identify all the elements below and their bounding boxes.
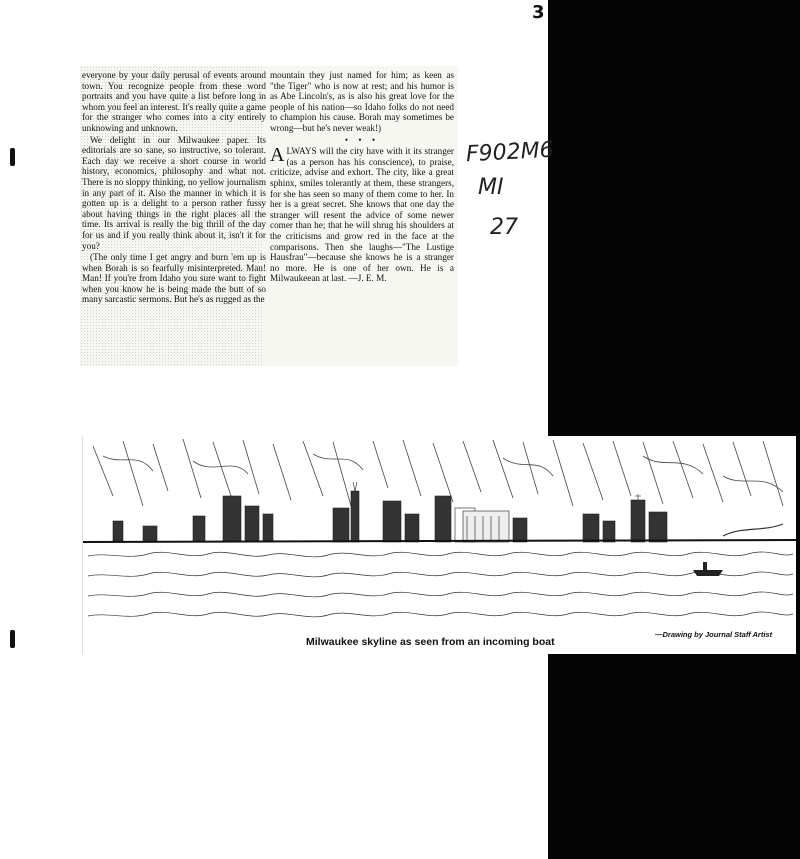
binder-hole-bottom — [10, 630, 15, 648]
page-number: 3 — [532, 2, 545, 23]
binder-hole-top — [10, 148, 15, 166]
handwritten-annotation-number: 27 — [490, 215, 518, 240]
handwritten-annotation-code: F902M6 — [465, 137, 555, 168]
illustration-caption: Milwaukee skyline as seen from an incoming boat — [306, 636, 555, 648]
paragraph-5-text: LWAYS will the city have with it its stranger (as a person has his conscience), to praise, criticize, advise and exhort. The city, like a great sphinx, smiles tolerantly at them, these strangers, for she has seen so many of them come to her. In her is a great secret. She knows that one day the stranger will resent the advice of some newer comer than he; that he will shrug his shoulders at the criticisms and grow red in the face at the comparisons. Then she laughs—"The Lustige Hausfrau"—because she knows he is a stranger no more. He is one of her own. He is a Milwaukeean at last. —J. E. M. — [270, 146, 454, 284]
skyline-drawing — [82, 436, 796, 654]
article-right-column — [270, 70, 454, 285]
handwritten-annotation-state: MI — [478, 175, 504, 200]
paragraph-1: everyone by your daily perusal of events around town. You recognize people from these word portraits and you have quite a list before long in whom you feel an interest. It's really quite a game for the stranger who comes into a city entirely unknowing and unknown. — [82, 70, 266, 133]
paragraph-2: We delight in our Milwaukee paper. Its editorials are so sane, so instructive, so tolerant. Each day we receive a short course in world history, economics, philosophy and what not. There is no sloppy thinking, no yellow journalism in any part of it. Also the manner in which it is gotten up is a delight to a person rather fussy about having things in the right places all the time. Its arrival is really the big thrill of the day for us and if you really think about it, isn't it for you? — [82, 134, 266, 251]
drop-cap: A — [270, 144, 285, 167]
section-separator: • • • — [344, 134, 380, 145]
paragraph-4: mountain they just named for him; as keen as "the Tiger" who is now at rest; and his humor is as Abe Lincoln's, as is also his great love for the people of his nation—so Idaho folks do not need to champion his cause. Borah may sometimes be wrong—but he's never weak!) — [270, 70, 454, 133]
paragraph-5 — [270, 146, 454, 284]
city-buildings — [113, 491, 667, 542]
scan-dark-border — [548, 0, 800, 859]
water-waves — [88, 552, 793, 617]
article-left-column — [82, 70, 266, 306]
paragraph-3: (The only time I get angry and burn 'em up is when Borah is so fearfully misinterpreted. Man! Man! If you're from Idaho you sure want to fight when you know he is being made the butt of so many sarcastic sermons. But he's as rugged as the — [82, 252, 266, 305]
skyline-illustration — [83, 436, 796, 654]
illustration-credit: —Drawing by Journal Staff Artist — [655, 630, 773, 639]
shoreline — [83, 540, 796, 542]
smoke-plume — [723, 524, 783, 536]
incoming-boat — [693, 562, 723, 576]
